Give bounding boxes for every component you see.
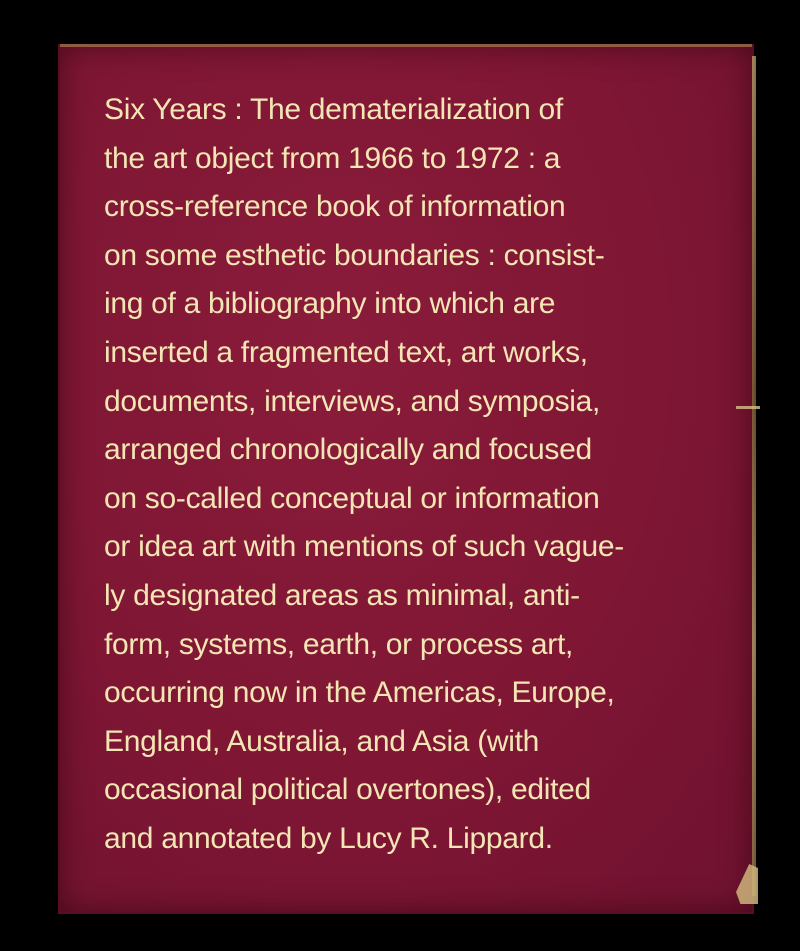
cover-text-line: arranged chronologically and focused: [104, 433, 592, 467]
cover-text: [104, 86, 744, 864]
cover-text-line: on some esthetic boundaries : consist-: [104, 238, 605, 272]
cover-text-line: documents, interviews, and symposia,: [104, 384, 601, 418]
cover-text-line: on so-called conceptual or information: [104, 481, 600, 515]
cover-text-line: Six Years : The dematerialization of: [104, 93, 563, 126]
page-block-edge: [752, 56, 756, 896]
cover-text-line: and annotated by Lucy R. Lippard.: [104, 821, 553, 855]
cover-text-line: form, systems, earth, or process art,: [104, 627, 574, 661]
cover-text-line: occurring now in the Americas, Europe,: [104, 676, 615, 710]
cover-text-line: ly designated areas as minimal, anti-: [104, 578, 580, 612]
worn-corner: [736, 864, 758, 904]
cover-text-line: occasional political overtones), edited: [104, 773, 591, 807]
cover-text-line: the art object from 1966 to 1972 : a: [104, 141, 561, 175]
cover-text-line: inserted a fragmented text, art works,: [104, 335, 588, 369]
cover-text-line: or idea art with mentions of such vague-: [104, 530, 624, 564]
cover-text-line: ing of a bibliography into which are: [104, 287, 556, 321]
cover-top-edge: [60, 44, 752, 47]
cover-text-line: England, Australia, and Asia (with: [104, 724, 540, 758]
cover-text-line: cross-reference book of information: [104, 190, 566, 224]
